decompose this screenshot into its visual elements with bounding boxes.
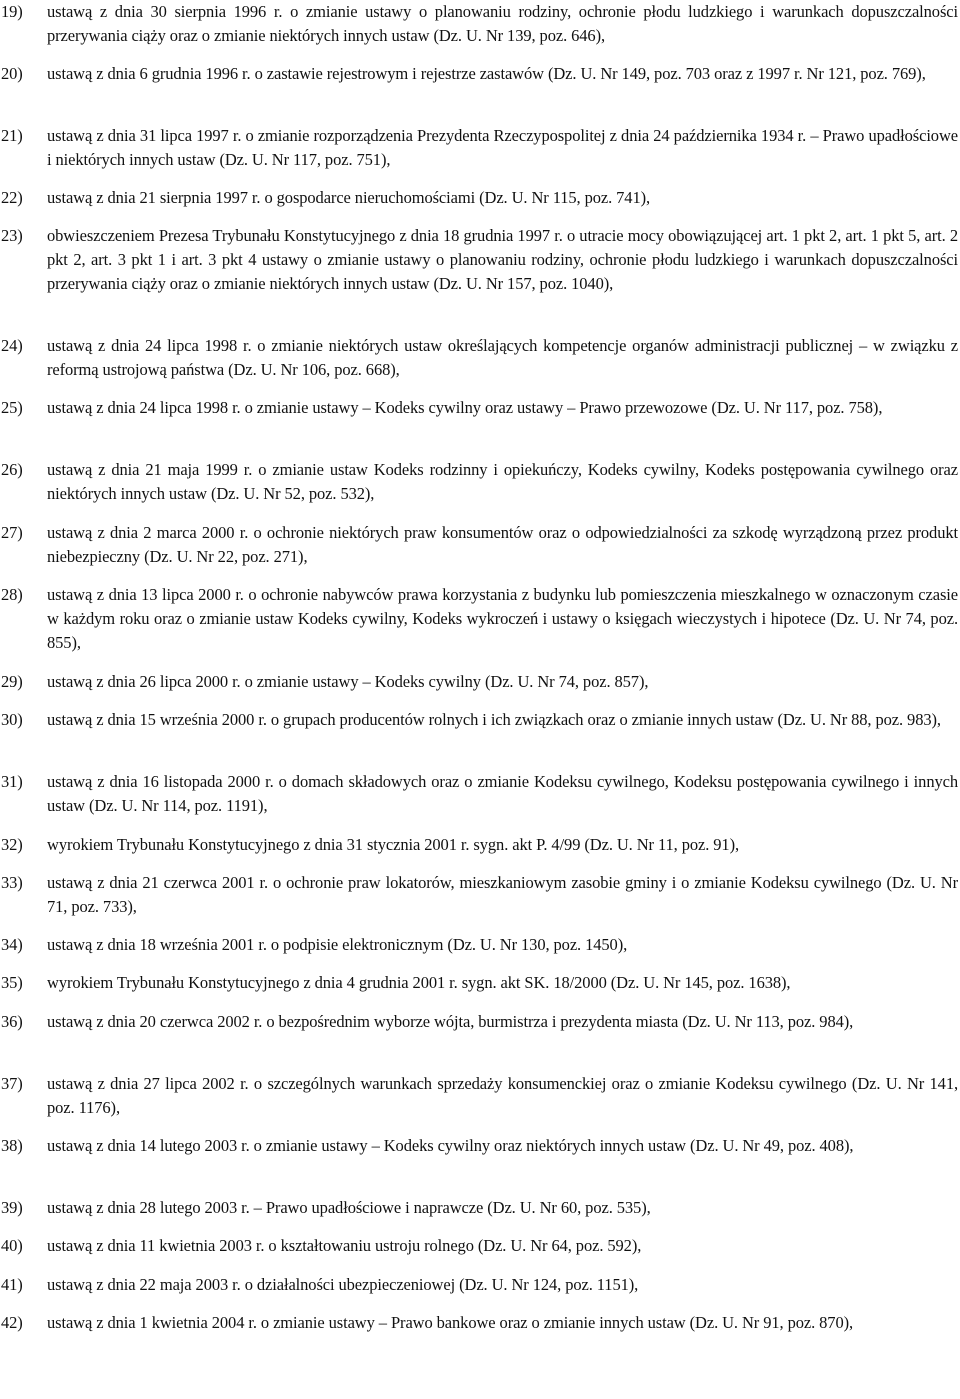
item-text: obwieszczeniem Prezesa Trybunału Konstytucyjnego z dnia 18 grudnia 1997 r. o utracie mocy obowiązującej art. 1 pkt 2, art. 1 pkt 5, art. 2 pkt 2, art. 3 pkt 1 i art. 3 pkt 4 ustawy o zmianie ustawy o planowaniu rodziny, ochronie płodu ludzkiego i warunkach dopuszczalności przerywania ciąży oraz o zmianie niektórych innych ustaw (Dz. U. Nr 157, poz. 1040), bbox=[47, 226, 958, 293]
item-number: 25) bbox=[1, 398, 23, 417]
item-text: ustawą z dnia 6 grudnia 1996 r. o zastawie rejestrowym i rejestrze zastawów (Dz. U. Nr 149, poz. 703 oraz z 1997 r. Nr 121, poz. 769), bbox=[47, 64, 926, 83]
item-text: ustawą z dnia 13 lipca 2000 r. o ochronie nabywców prawa korzystania z budynku lub pomieszczenia mieszkalnego w oznaczonym czasie w każdym roku oraz o zmianie ustaw Kodeks cywilny, Kodeks wykroczeń i ustawy o księgach wieczystych i hipotece (Dz. U. Nr 74, poz. 855), bbox=[47, 585, 958, 652]
item-text: ustawą z dnia 11 kwietnia 2003 r. o kształtowaniu ustroju rolnego (Dz. U. Nr 64, poz. 592), bbox=[47, 1236, 642, 1255]
list-item-42 bbox=[0, 1311, 958, 1335]
list-item-31 bbox=[0, 770, 958, 818]
item-number: 22) bbox=[1, 188, 23, 207]
list-item-33 bbox=[0, 871, 958, 919]
item-number: 28) bbox=[1, 585, 23, 604]
list-item-20 bbox=[0, 62, 958, 86]
item-text: ustawą z dnia 22 maja 2003 r. o działalności ubezpieczeniowej (Dz. U. Nr 124, poz. 1151), bbox=[47, 1275, 639, 1294]
item-text: ustawą z dnia 14 lutego 2003 r. o zmianie ustawy – Kodeks cywilny oraz niektórych innych ustaw (Dz. U. Nr 49, poz. 408), bbox=[47, 1136, 854, 1155]
list-item-30 bbox=[0, 708, 958, 732]
list-item-25 bbox=[0, 396, 958, 420]
item-text: ustawą z dnia 2 marca 2000 r. o ochronie niektórych praw konsumentów oraz o odpowiedzialności za szkodę wyrządzoną przez produkt niebezpieczny (Dz. U. Nr 22, poz. 271), bbox=[47, 523, 958, 566]
item-text: ustawą z dnia 26 lipca 2000 r. o zmianie ustawy – Kodeks cywilny (Dz. U. Nr 74, poz. 857), bbox=[47, 672, 649, 691]
item-text: ustawą z dnia 24 lipca 1998 r. o zmianie ustawy – Kodeks cywilny oraz ustawy – Prawo przewozowe (Dz. U. Nr 117, poz. 758), bbox=[47, 398, 883, 417]
item-number: 37) bbox=[1, 1074, 23, 1093]
item-number: 29) bbox=[1, 672, 23, 691]
item-text: ustawą z dnia 16 listopada 2000 r. o domach składowych oraz o zmianie Kodeksu cywilnego, Kodeksu postępowania cywilnego i innych ustaw (Dz. U. Nr 114, poz. 1191), bbox=[47, 772, 958, 815]
list-item-36 bbox=[0, 1010, 958, 1034]
item-number: 24) bbox=[1, 336, 23, 355]
list-item-32 bbox=[0, 833, 958, 857]
item-number: 27) bbox=[1, 523, 23, 542]
list-item-24 bbox=[0, 334, 958, 382]
list-item-34 bbox=[0, 933, 958, 957]
list-item-35 bbox=[0, 971, 958, 995]
item-text: ustawą z dnia 21 sierpnia 1997 r. o gospodarce nieruchomościami (Dz. U. Nr 115, poz. 741), bbox=[47, 188, 651, 207]
list-item-21 bbox=[0, 124, 958, 172]
item-text: ustawą z dnia 1 kwietnia 2004 r. o zmianie ustawy – Prawo bankowe oraz o zmianie innych ustaw (Dz. U. Nr 91, poz. 870), bbox=[47, 1313, 854, 1332]
item-number: 39) bbox=[1, 1198, 23, 1217]
item-number: 32) bbox=[1, 835, 23, 854]
list-item-23 bbox=[0, 224, 958, 296]
item-number: 42) bbox=[1, 1313, 23, 1332]
item-number: 38) bbox=[1, 1136, 23, 1155]
item-text: ustawą z dnia 27 lipca 2002 r. o szczególnych warunkach sprzedaży konsumenckiej oraz o zmianie Kodeksu cywilnego (Dz. U. Nr 141, poz. 1176), bbox=[47, 1074, 958, 1117]
list-item-39 bbox=[0, 1196, 958, 1220]
list-item-19 bbox=[0, 0, 958, 48]
item-number: 34) bbox=[1, 935, 23, 954]
list-item-38 bbox=[0, 1134, 958, 1158]
list-item-29 bbox=[0, 670, 958, 694]
item-number: 23) bbox=[1, 226, 23, 245]
list-item-27 bbox=[0, 521, 958, 569]
item-number: 21) bbox=[1, 126, 23, 145]
item-number: 33) bbox=[1, 873, 23, 892]
item-number: 26) bbox=[1, 460, 23, 479]
item-text: ustawą z dnia 28 lutego 2003 r. – Prawo upadłościowe i naprawcze (Dz. U. Nr 60, poz. 535), bbox=[47, 1198, 651, 1217]
list-item-37 bbox=[0, 1072, 958, 1120]
item-text: ustawą z dnia 21 maja 1999 r. o zmianie ustaw Kodeks rodzinny i opiekuńczy, Kodeks cywilny, Kodeks postępowania cywilnego oraz niektórych innych ustaw (Dz. U. Nr 52, poz. 532), bbox=[47, 460, 958, 503]
item-number: 36) bbox=[1, 1012, 23, 1031]
item-text: ustawą z dnia 21 czerwca 2001 r. o ochronie praw lokatorów, mieszkaniowym zasobie gminy i o zmianie Kodeksu cywilnego (Dz. U. Nr 71, poz. 733), bbox=[47, 873, 958, 916]
item-text: ustawą z dnia 20 czerwca 2002 r. o bezpośrednim wyborze wójta, burmistrza i prezydenta miasta (Dz. U. Nr 113, poz. 984), bbox=[47, 1012, 854, 1031]
item-text: ustawą z dnia 24 lipca 1998 r. o zmianie niektórych ustaw określających kompetencje organów administracji publicznej – w związku z reformą ustrojową państwa (Dz. U. Nr 106, poz. 668), bbox=[47, 336, 958, 379]
item-number: 41) bbox=[1, 1275, 23, 1294]
item-number: 19) bbox=[1, 2, 23, 21]
item-number: 40) bbox=[1, 1236, 23, 1255]
list-item-26 bbox=[0, 458, 958, 506]
item-text: ustawą z dnia 15 września 2000 r. o grupach producentów rolnych i ich związkach oraz o zmianie innych ustaw (Dz. U. Nr 88, poz. 983), bbox=[47, 710, 941, 729]
item-text: ustawą z dnia 30 sierpnia 1996 r. o zmianie ustawy o planowaniu rodziny, ochronie płodu ludzkiego i warunkach dopuszczalności przerywania ciąży oraz o zmianie niektórych innych ustaw (Dz. U. Nr 139, poz. 646), bbox=[47, 2, 958, 45]
item-number: 31) bbox=[1, 772, 23, 791]
item-text: wyrokiem Trybunału Konstytucyjnego z dnia 4 grudnia 2001 r. sygn. akt SK. 18/2000 (Dz. U. Nr 145, poz. 1638), bbox=[47, 973, 791, 992]
list-item-41 bbox=[0, 1273, 958, 1297]
list-item-40 bbox=[0, 1234, 958, 1258]
item-text: ustawą z dnia 18 września 2001 r. o podpisie elektronicznym (Dz. U. Nr 130, poz. 1450), bbox=[47, 935, 628, 954]
item-text: ustawą z dnia 31 lipca 1997 r. o zmianie rozporządzenia Prezydenta Rzeczypospolitej z dnia 24 października 1934 r. – Prawo upadłościowe i niektórych innych ustaw (Dz. U. Nr 117, poz. 751), bbox=[47, 126, 958, 169]
list-item-22 bbox=[0, 186, 958, 210]
item-text: wyrokiem Trybunału Konstytucyjnego z dnia 31 stycznia 2001 r. sygn. akt P. 4/99 (Dz. U. Nr 11, poz. 91), bbox=[47, 835, 739, 854]
item-number: 30) bbox=[1, 710, 23, 729]
item-number: 20) bbox=[1, 64, 23, 83]
list-item-28 bbox=[0, 583, 958, 655]
item-number: 35) bbox=[1, 973, 23, 992]
